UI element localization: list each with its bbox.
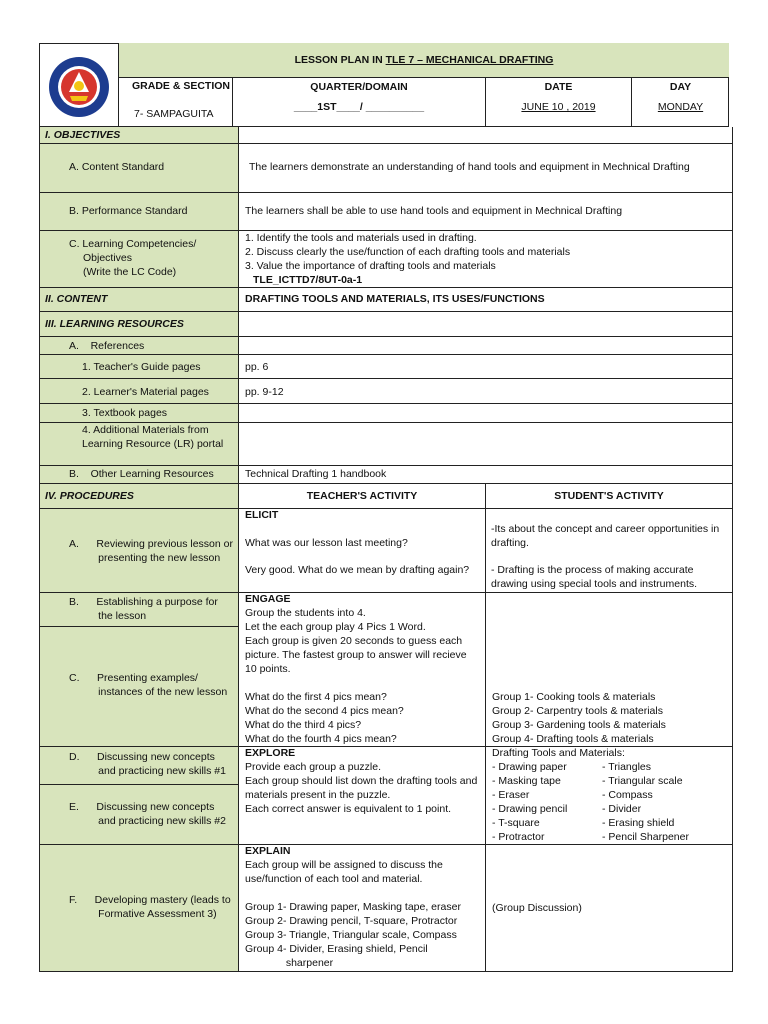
tools-list-title: Drafting Tools and Materials:	[492, 747, 625, 759]
content-standard-label: A. Content Standard	[69, 161, 165, 173]
explore-line: Each correct answer is equivalent to 1 point.	[245, 803, 452, 815]
deped-seal-icon	[48, 56, 110, 118]
explain-intro: Each group will be assigned to discuss the use/function of each tool and material.	[245, 859, 443, 885]
competencies-label-line: (Write the LC Code)	[83, 266, 177, 278]
procedure-e-label: E. Discussing new concepts and practicing new skills #2	[69, 801, 226, 827]
elicit-question: What was our lesson last meeting?	[245, 537, 408, 549]
tool-item: - Drawing paper	[492, 761, 567, 773]
additional-materials-label: 4. Additional Materials from Learning Resource (LR) portal	[82, 424, 224, 450]
tool-item: - Drawing pencil	[492, 803, 568, 815]
tool-item: - Protractor	[492, 831, 545, 843]
performance-standard-label: B. Performance Standard	[69, 205, 188, 217]
row-rule	[40, 311, 733, 312]
explain-group: Group 1- Drawing paper, Masking tape, eraser	[245, 901, 461, 913]
procedure-a-student	[491, 522, 727, 591]
group-answer: Group 2- Carpentry tools & materials	[492, 705, 663, 717]
elicit-question: Very good. What do we mean by drafting again?	[245, 564, 470, 576]
student-answer: -Its about the concept and career opportunities in drafting.	[491, 523, 720, 549]
elicit-title: ELICIT	[245, 509, 279, 521]
student-answer: - Drafting is the process of making accurate drawing using special tools and instruments.	[491, 564, 698, 590]
tool-item: - Triangular scale	[602, 775, 683, 787]
engage-question: What do the third 4 pics?	[245, 719, 362, 731]
tools-list-col1	[492, 760, 602, 844]
objectives-heading: I. OBJECTIVES	[45, 129, 121, 141]
procedure-c-label: C. Presenting examples/ instances of the new lesson	[69, 672, 228, 698]
lesson-plan-title: LESSON PLAN IN TLE 7 – MECHANICAL DRAFTING	[119, 43, 729, 78]
procedure-a-label: A. Reviewing previous lesson or presenting the new lesson	[69, 538, 233, 564]
tool-item: - Triangles	[602, 761, 652, 773]
tool-item: - Masking tape	[492, 775, 561, 787]
row-rule	[40, 403, 733, 404]
competency-item: 1. Identify the tools and materials used in drafting.	[245, 232, 477, 244]
date-value: JUNE 10 , 2019	[521, 101, 596, 113]
explore-line: Provide each group a puzzle.	[245, 761, 382, 773]
engage-question: What do the second 4 pics mean?	[245, 705, 404, 717]
procedure-bc-teacher	[245, 592, 481, 746]
row-rule	[40, 626, 238, 627]
engage-line: Let the each group play 4 Pics 1 Word.	[245, 621, 426, 633]
procedure-b-label: B. Establishing a purpose for the lesson	[69, 596, 218, 622]
competency-item: 3. Value the importance of drafting tools and materials	[245, 260, 496, 272]
other-resources-value: Technical Drafting 1 handbook	[245, 468, 387, 480]
procedure-d-label: D. Discussing new concepts and practicing new skills #1	[69, 751, 226, 777]
procedure-de-teacher	[245, 746, 481, 816]
row-rule	[40, 483, 733, 484]
teachers-guide-value: pp. 6	[245, 361, 269, 373]
lc-code: TLE_ICTTD7/8UT-0a-1	[253, 274, 363, 286]
row-rule	[40, 336, 733, 337]
engage-line: Each group is given 20 seconds to guess each picture. The fastest group to answer will recieve 10 points.	[245, 635, 467, 675]
tool-item: - T-square	[492, 817, 540, 829]
procedure-de-student	[492, 746, 730, 844]
row-rule	[40, 784, 238, 785]
tool-item: - Pencil Sharpener	[602, 831, 689, 843]
explain-group: Group 3- Triangle, Triangular scale, Compass	[245, 929, 457, 941]
engage-question: What do the fourth 4 pics mean?	[245, 733, 397, 745]
tools-list-col2	[602, 760, 689, 844]
column-divider	[238, 127, 239, 972]
competencies-label-line: Objectives	[83, 252, 133, 264]
grade-value: 7- SAMPAGUITA	[134, 108, 214, 120]
engage-question: What do the first 4 pics mean?	[245, 691, 387, 703]
resources-heading: III. LEARNING RESOURCES	[45, 318, 184, 330]
procedure-f-student: (Group Discussion)	[492, 902, 582, 914]
references-label: A. References	[69, 340, 145, 352]
group-answer: Group 1- Cooking tools & materials	[492, 691, 656, 703]
student-activity-header: STUDENT'S ACTIVITY	[554, 490, 664, 502]
group-answer: Group 3- Gardening tools & materials	[492, 719, 666, 731]
quarter-label: QUARTER/DOMAIN	[310, 81, 408, 93]
content-value: DRAFTING TOOLS AND MATERIALS, ITS USES/FUNCTIONS	[245, 293, 545, 305]
learners-material-label: 2. Learner's Material pages	[82, 386, 209, 398]
explore-line: Each group should list down the drafting tools and materials present in the puzzle.	[245, 775, 478, 801]
day-value: MONDAY	[657, 101, 704, 113]
explain-group: Group 2- Drawing pencil, T-square, Protractor	[245, 915, 458, 927]
procedure-bc-student	[492, 690, 728, 746]
row-rule	[40, 287, 733, 288]
explore-title: EXPLORE	[245, 747, 296, 759]
competencies-list	[245, 231, 725, 287]
day-label: DAY	[669, 81, 692, 93]
engage-title: ENGAGE	[245, 593, 291, 605]
procedures-heading: IV. PROCEDURES	[45, 490, 134, 502]
content-heading: II. CONTENT	[45, 293, 108, 305]
teachers-guide-label: 1. Teacher's Guide pages	[82, 361, 201, 373]
competency-item: 2. Discuss clearly the use/function of each drafting tools and materials	[245, 246, 571, 258]
grade-label: GRADE & SECTION	[132, 80, 231, 92]
row-rule	[40, 354, 733, 355]
explain-title: EXPLAIN	[245, 845, 291, 857]
student-column-divider	[485, 483, 486, 972]
procedure-f-label: F. Developing mastery (leads to Formative Assessment 3)	[69, 894, 231, 920]
tool-item: - Eraser	[492, 789, 530, 801]
tool-item: - Erasing shield	[602, 817, 675, 829]
procedure-a-teacher	[245, 508, 483, 577]
date-label: DATE	[544, 81, 573, 93]
teacher-activity-header: TEACHER'S ACTIVITY	[306, 490, 418, 502]
row-rule	[40, 192, 733, 193]
textbook-label: 3. Textbook pages	[82, 407, 168, 419]
learners-material-value: pp. 9-12	[245, 386, 284, 398]
row-rule	[40, 378, 733, 379]
procedure-f-teacher	[245, 844, 481, 970]
competencies-label-line: C. Learning Competencies/	[69, 238, 197, 250]
explain-group: Group 4- Divider, Erasing shield, Pencil sharpener	[245, 943, 428, 969]
content-standard-value: The learners demonstrate an understanding of hand tools and equipment in Mechnical Drafting	[249, 161, 690, 173]
competencies-label	[69, 237, 196, 279]
engage-line: Group the students into 4.	[245, 607, 366, 619]
row-rule	[40, 465, 733, 466]
performance-standard-value: The learners shall be able to use hand tools and equipment in Mechnical Drafting	[245, 205, 623, 217]
tool-item: - Divider	[602, 803, 642, 815]
quarter-value: ____1ST____/ __________	[293, 101, 425, 113]
tool-item: - Compass	[602, 789, 653, 801]
other-resources-label: B. Other Learning Resources	[69, 468, 214, 480]
group-answer: Group 4- Drafting tools & materials	[492, 733, 654, 745]
row-rule	[40, 143, 733, 144]
